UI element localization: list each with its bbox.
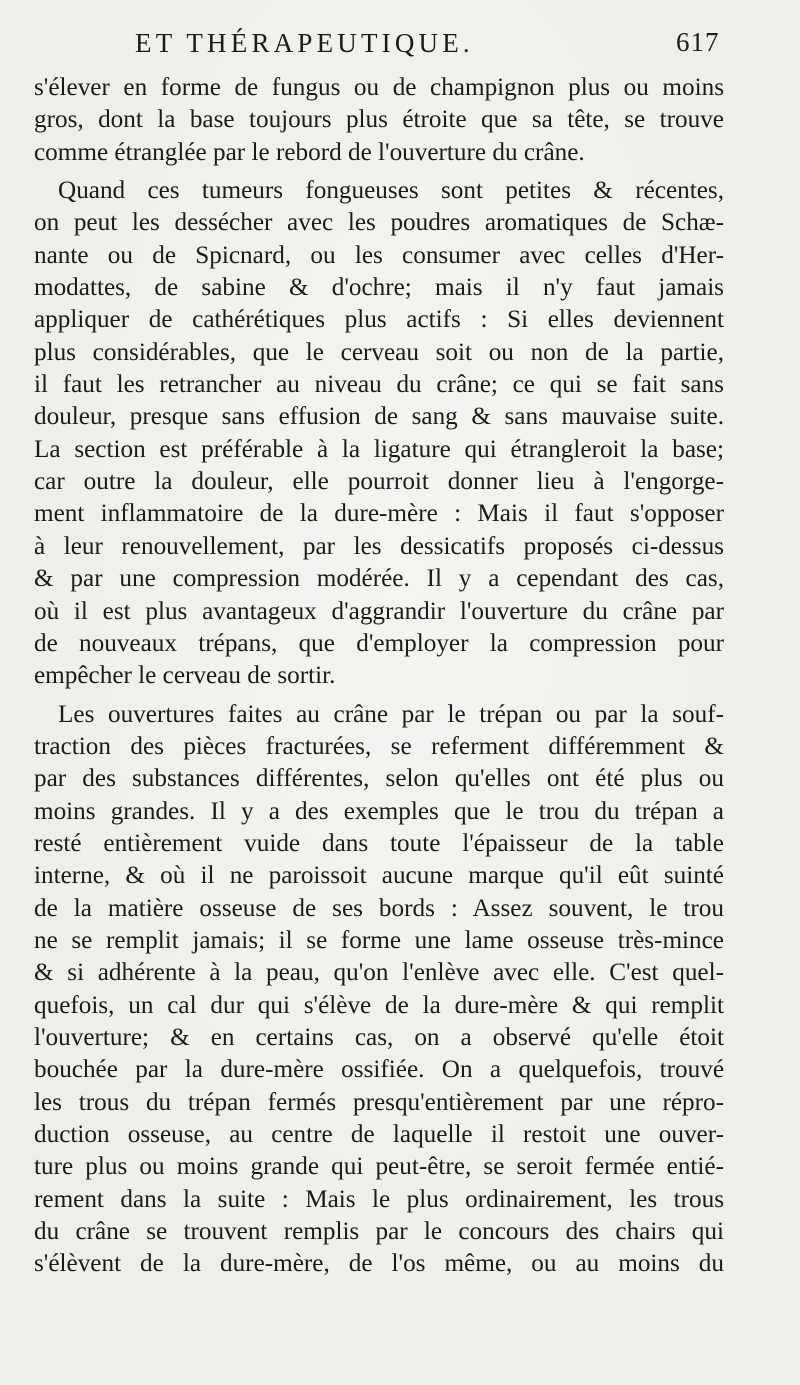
paragraph-3 bbox=[34, 699, 724, 1281]
text-line: de la matière osseuse de ses bords : Assez souvent, le trou bbox=[34, 894, 724, 922]
text-line: & par une compression modérée. Il y a cependant des cas, bbox=[34, 565, 724, 593]
text-line: car outre la douleur, elle pourroit donner lieu à l'engorge- bbox=[34, 468, 724, 496]
text-line: & si adhérente à la peau, qu'on l'enlève avec elle. C'est quel- bbox=[34, 959, 724, 987]
text-line: s'élever en forme de fungus ou de champignon plus ou moins bbox=[34, 74, 724, 101]
text-line: traction des pièces fracturées, se referment différemment & bbox=[34, 732, 724, 760]
text-line: duction osseuse, au centre de laquelle il restoit une ouver- bbox=[34, 1121, 724, 1148]
text-line: bouchée par la dure-mère ossifiée. On a quelquefois, trouvé bbox=[34, 1056, 724, 1084]
text-line: où il est plus avantageux d'aggrandir l'ouverture du crâne par bbox=[34, 597, 724, 625]
text-line: de nouveaux trépans, que d'employer la compression pour bbox=[34, 629, 724, 657]
text-line: ment inflammatoire de la dure-mère : Mais il faut s'opposer bbox=[34, 500, 724, 528]
text-line: gros, dont la base toujours plus étroite que sa tête, se trouve bbox=[34, 106, 724, 134]
text-line: s'élèvent de la dure-mère, de l'os même, ou au moins du bbox=[34, 1250, 724, 1278]
paragraph-2 bbox=[34, 175, 724, 693]
text-line: douleur, presque sans effusion de sang & sans mauvaise suite. bbox=[34, 403, 724, 431]
page-header bbox=[0, 24, 800, 64]
text-line: les trous du trépan fermés presqu'entièrement par une répro- bbox=[34, 1088, 724, 1116]
text-line: moins grandes. Il y a des exemples que le trou du trépan a bbox=[34, 797, 724, 825]
text-line: plus considérables, que le cerveau soit ou non de la partie, bbox=[34, 338, 724, 366]
text-line: modattes, de sabine & d'ochre; mais il n'y faut jamais bbox=[34, 274, 724, 302]
running-head: ET THÉRAPEUTIQUE. bbox=[135, 28, 474, 58]
text-line: ne se remplit jamais; il se forme une lame osseuse très-mince bbox=[34, 926, 724, 954]
text-line: appliquer de cathérétiques plus actifs : Si elles deviennent bbox=[34, 306, 724, 334]
text-line: l'ouverture; & en certains cas, on a observé qu'elle étoit bbox=[34, 1023, 724, 1051]
text-line: Quand ces tumeurs fongueuses sont petites & récentes, bbox=[58, 177, 724, 205]
text-line: Les ouvertures faites au crâne par le trépan ou par la souf- bbox=[58, 700, 724, 728]
text-line: on peut les dessécher avec les poudres aromatiques de Schæ- bbox=[34, 209, 724, 237]
text-line: resté entièrement vuide dans toute l'épaisseur de la table bbox=[34, 829, 724, 857]
text-line: il faut les retrancher au niveau du crâne; ce qui se fait sans bbox=[34, 371, 724, 399]
text-line: interne, & où il ne paroissoit aucune marque qu'il eût suinté bbox=[34, 862, 724, 890]
text-line: par des substances différentes, selon qu'elles ont été plus ou bbox=[34, 765, 724, 793]
text-line: rement dans la suite : Mais le plus ordinairement, les trous bbox=[34, 1185, 724, 1213]
text-line: comme étranglée par le rebord de l'ouverture du crâne. bbox=[34, 138, 585, 166]
text-line: empêcher le cerveau de sortir. bbox=[34, 662, 336, 690]
text-line: quefois, un cal dur qui s'élève de la dure-mère & qui remplit bbox=[34, 991, 724, 1019]
body-text bbox=[34, 72, 724, 1281]
text-line: à leur renouvellement, par les dessicatifs proposés ci-dessus bbox=[34, 532, 724, 560]
text-line: La section est préférable à la ligature qui étrangleroit la base; bbox=[34, 435, 724, 463]
text-line: nante ou de Spicnard, ou les consumer avec celles d'Her- bbox=[34, 241, 724, 269]
text-line: ture plus ou moins grande qui peut-être, se seroit fermée entié- bbox=[34, 1153, 724, 1181]
paragraph-1 bbox=[34, 72, 724, 169]
page-number: 617 bbox=[676, 27, 720, 57]
text-line: du crâne se trouvent remplis par le concours des chairs qui bbox=[34, 1218, 724, 1246]
